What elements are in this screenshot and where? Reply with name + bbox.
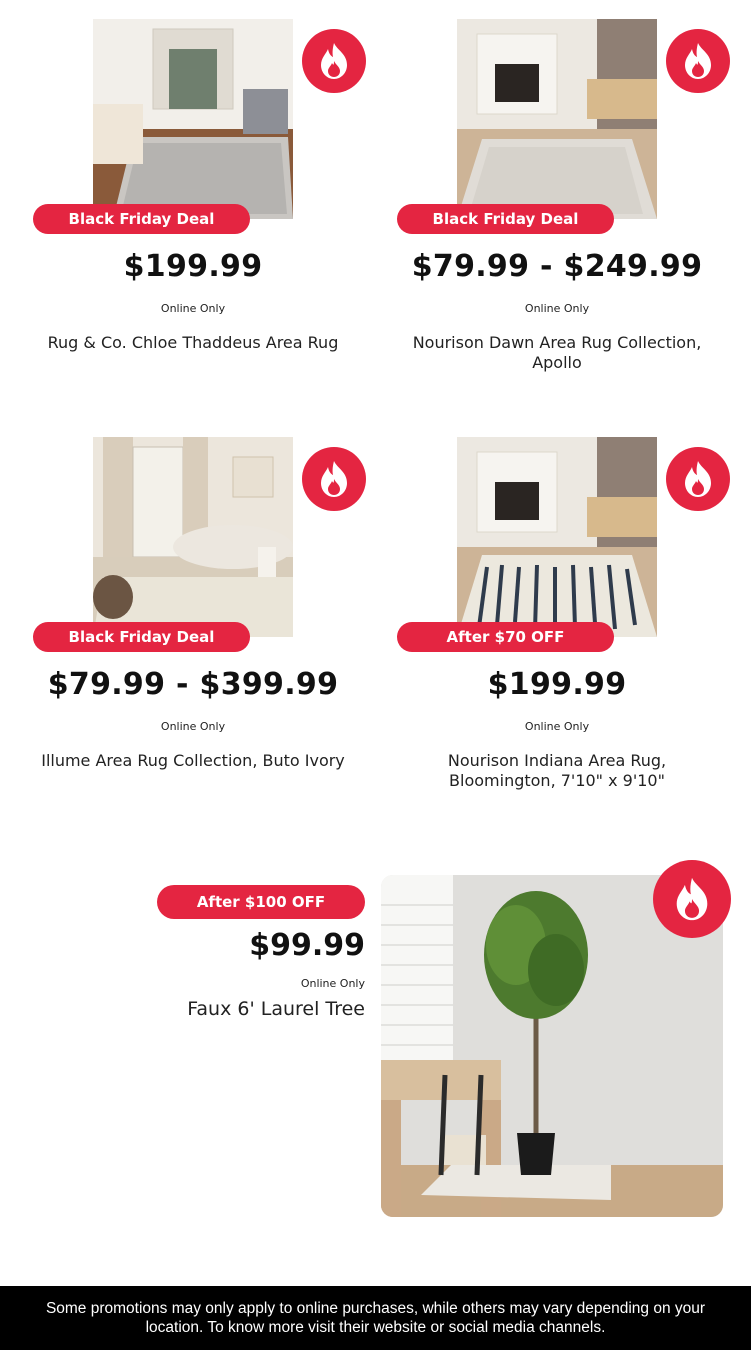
flame-icon — [681, 460, 715, 498]
featured-product[interactable] — [0, 860, 751, 1240]
deal-label: Black Friday Deal — [397, 204, 614, 234]
product-price: $199.99 — [123, 249, 263, 284]
product-name[interactable]: Rug & Co. Chloe Thaddeus Area Rug — [47, 333, 339, 352]
product-name[interactable]: Nourison Indiana Area Rug, Bloomington, 7'10" x 9'10" — [447, 751, 667, 790]
product-name[interactable]: Illume Area Rug Collection, Buto Ivory — [41, 751, 345, 770]
product-price: $199.99 — [487, 667, 627, 702]
availability-label: Online Only — [300, 977, 365, 990]
product-price: $99.99 — [249, 928, 365, 963]
availability-label: Online Only — [160, 720, 226, 733]
hot-deal-badge — [666, 29, 730, 93]
hot-deal-badge — [302, 447, 366, 511]
disclaimer-text: Some promotions may only apply to online purchases, while others may vary depending on your location. To know more visit their website or social media channels. — [45, 1300, 706, 1336]
promo-disclaimer — [0, 1286, 751, 1350]
deal-label: Black Friday Deal — [33, 204, 250, 234]
product-name[interactable]: Faux 6' Laurel Tree — [187, 998, 365, 1020]
product-price: $79.99 - $399.99 — [47, 667, 339, 702]
deal-label: Black Friday Deal — [33, 622, 250, 652]
product-image[interactable] — [457, 437, 657, 637]
availability-label: Online Only — [524, 302, 590, 315]
product-image[interactable] — [457, 19, 657, 219]
hot-deal-badge — [302, 29, 366, 93]
product-image[interactable] — [93, 437, 293, 637]
hot-deal-badge — [653, 860, 731, 938]
deal-label: After $70 OFF — [397, 622, 614, 652]
availability-label: Online Only — [160, 302, 226, 315]
product-image[interactable] — [93, 19, 293, 219]
product-name[interactable]: Nourison Dawn Area Rug Collection, Apollo — [412, 333, 702, 372]
flame-icon — [317, 42, 351, 80]
flame-icon — [672, 876, 712, 922]
product-card[interactable] — [397, 19, 717, 379]
product-card[interactable] — [33, 437, 353, 797]
product-price: $79.99 - $249.99 — [411, 249, 703, 284]
availability-label: Online Only — [524, 720, 590, 733]
flame-icon — [681, 42, 715, 80]
product-card[interactable] — [397, 437, 717, 797]
deal-label: After $100 OFF — [157, 885, 365, 919]
hot-deal-badge — [666, 447, 730, 511]
product-card[interactable] — [33, 19, 353, 379]
flame-icon — [317, 460, 351, 498]
